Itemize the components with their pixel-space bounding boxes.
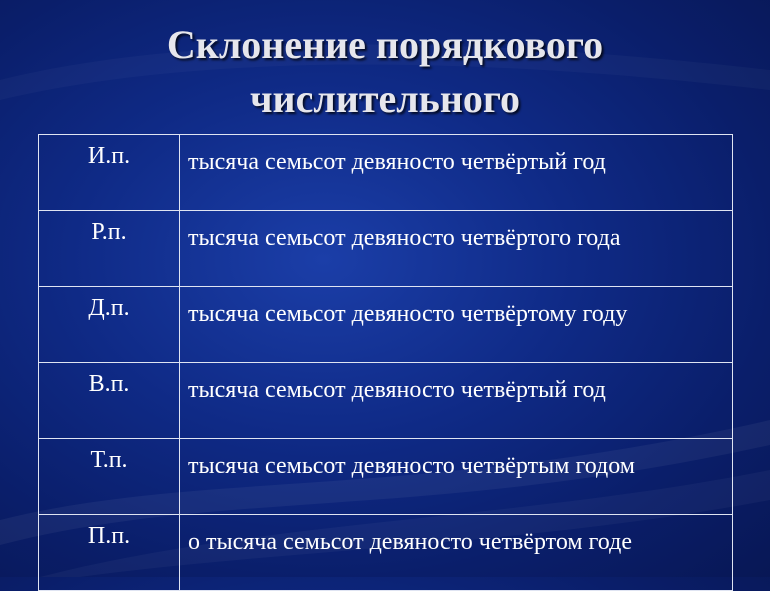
table-row — [39, 363, 733, 439]
case-cell: П.п. — [39, 515, 180, 591]
case-cell: Т.п. — [39, 439, 180, 515]
numeral-cell: тысяча семьсот девяносто четвёртому году — [180, 287, 733, 363]
title-line-1: Склонение порядкового — [166, 22, 604, 67]
case-cell: В.п. — [39, 363, 180, 439]
declension-table — [38, 134, 733, 591]
table-row — [39, 515, 733, 591]
case-cell: Р.п. — [39, 211, 180, 287]
table-row — [39, 287, 733, 363]
numeral-cell: тысяча семьсот девяносто четвёртый год — [180, 363, 733, 439]
numeral-cell: тысяча семьсот девяносто четвёртого года — [180, 211, 733, 287]
numeral-cell: тысяча семьсот девяносто четвёртым годом — [180, 439, 733, 515]
table-row — [39, 439, 733, 515]
case-cell: И.п. — [39, 135, 180, 211]
numeral-cell: о тысяча семьсот девяносто четвёртом годе — [180, 515, 733, 591]
table-row — [39, 211, 733, 287]
case-cell: Д.п. — [39, 287, 180, 363]
title-line-2: числительного — [249, 76, 521, 121]
page-title — [0, 18, 770, 126]
table-row — [39, 135, 733, 211]
numeral-cell: тысяча семьсот девяносто четвёртый год — [180, 135, 733, 211]
